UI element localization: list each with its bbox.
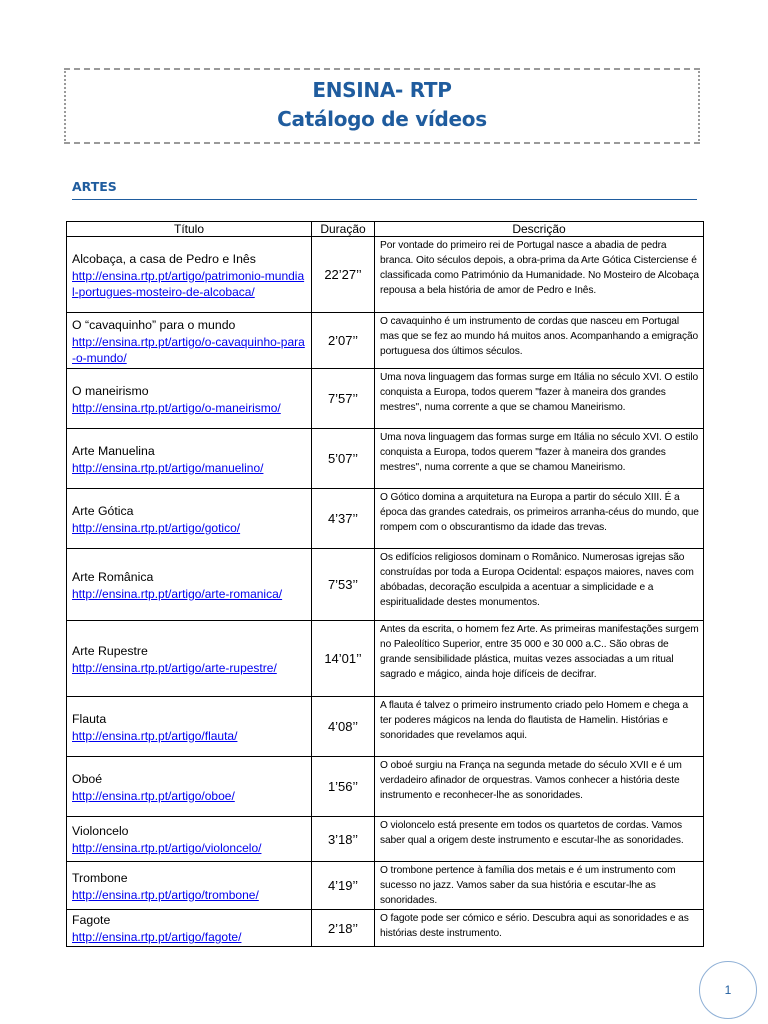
video-link[interactable]: http://ensina.rtp.pt/artigo/gotico/ <box>72 520 241 535</box>
video-link[interactable]: http://ensina.rtp.pt/artigo/arte-romanica/ <box>72 586 283 601</box>
table-row <box>67 549 704 621</box>
video-link[interactable]: http://ensina.rtp.pt/artigo/arte-rupestre/ <box>72 660 277 675</box>
video-link[interactable]: http://ensina.rtp.pt/artigo/trombone/ <box>72 887 259 902</box>
video-title: Flauta <box>72 711 107 726</box>
video-title: Arte Rupestre <box>72 643 148 658</box>
video-duration: 7’57’’ <box>312 369 375 429</box>
video-duration: 3’18’’ <box>312 817 375 862</box>
table-row <box>67 369 704 429</box>
video-description: O oboé surgiu na França na segunda metade do século XVII e é um verdadeiro afinador de orquestras. Vamos conhecer a história deste instrumento e reconhecer-lhe as sonoridades. <box>375 757 704 817</box>
video-link[interactable]: http://ensina.rtp.pt/artigo/flauta/ <box>72 728 238 743</box>
video-link[interactable]: http://ensina.rtp.pt/artigo/o-cavaquinho-para-o-mundo/ <box>72 334 305 365</box>
header-title: Título <box>67 222 312 237</box>
video-catalog-table <box>66 221 704 947</box>
document-subtitle: Catálogo de vídeos <box>277 107 487 131</box>
video-duration: 5’07’’ <box>312 429 375 489</box>
table-row <box>67 697 704 757</box>
table-header-row <box>67 222 704 237</box>
video-title-cell <box>67 237 312 313</box>
video-description: Por vontade do primeiro rei de Portugal nasce a abadia de pedra branca. Oito séculos depois, a obra-prima da Arte Gótica Cisterciense é classificada como Património da Humanidade. No Mosteiro de Alcobaça repousa a bela história de amor de Pedro e Inês. <box>375 237 704 313</box>
table-row <box>67 621 704 697</box>
video-title-cell <box>67 549 312 621</box>
video-title-cell <box>67 429 312 489</box>
page-number: 1 <box>699 961 757 1019</box>
video-title: O “cavaquinho” para o mundo <box>72 317 236 332</box>
header-duration: Duração <box>312 222 375 237</box>
video-description: Uma nova linguagem das formas surge em Itália no século XVI. O estilo conquista a Europa, todos querem "fazer à maneira dos grandes mestres", numa corrente a que se chamou Maneirismo. <box>375 369 704 429</box>
video-title-cell <box>67 757 312 817</box>
video-description: O fagote pode ser cómico e sério. Descubra aqui as sonoridades e as histórias deste instrumento. <box>375 910 704 947</box>
video-description: Uma nova linguagem das formas surge em Itália no século XVI. O estilo conquista a Europa, todos querem "fazer à maneira dos grandes mestres", numa corrente a que se chamou Maneirismo. <box>375 429 704 489</box>
video-description: O trombone pertence à família dos metais e é um instrumento com sucesso no jazz. Vamos saber da sua história e escutar-lhe as sonoridades. <box>375 862 704 910</box>
video-link[interactable]: http://ensina.rtp.pt/artigo/fagote/ <box>72 930 242 944</box>
document-title: ENSINA- RTP <box>312 78 452 102</box>
video-title: Arte Manuelina <box>72 443 155 458</box>
header-description: Descrição <box>375 222 704 237</box>
video-duration: 4’19’’ <box>312 862 375 910</box>
video-title: Fagote <box>72 913 111 927</box>
video-link[interactable]: http://ensina.rtp.pt/artigo/manuelino/ <box>72 460 264 475</box>
video-duration: 22’27’’ <box>312 237 375 313</box>
video-description: A flauta é talvez o primeiro instrumento criado pelo Homem e chega a ter poderes mágicos na lenda do flautista de Hamelin. Histórias e sonoridades que revelamos aqui. <box>375 697 704 757</box>
video-description: O cavaquinho é um instrumento de cordas que nasceu em Portugal mas que se fez ao mundo há muitos anos. Acompanhando a emigração portuguesa dos últimos séculos. <box>375 313 704 369</box>
video-title-cell <box>67 313 312 369</box>
table-row <box>67 429 704 489</box>
video-title-cell <box>67 817 312 862</box>
video-link[interactable]: http://ensina.rtp.pt/artigo/patrimonio-mundial-portugues-mosteiro-de-alcobaca/ <box>72 268 305 299</box>
video-duration: 4’08’’ <box>312 697 375 757</box>
video-duration: 4’37’’ <box>312 489 375 549</box>
section-heading <box>72 178 697 200</box>
table-row <box>67 817 704 862</box>
video-title: Alcobaça, a casa de Pedro e Inês <box>72 251 256 266</box>
video-title: O maneirismo <box>72 383 149 398</box>
video-description: Antes da escrita, o homem fez Arte. As primeiras manifestações surgem no Paleolítico Superior, entre 35 000 e 30 000 a.C.. São obras de grande sensibilidade plástica, muitas vezes associadas a um ritual sagrado e mágico, ainda hoje difíceis de decifrar. <box>375 621 704 697</box>
video-title: Arte Românica <box>72 569 154 584</box>
video-title-cell <box>67 369 312 429</box>
video-duration: 14’01’’ <box>312 621 375 697</box>
video-title-cell <box>67 621 312 697</box>
video-title-cell <box>67 697 312 757</box>
video-link[interactable]: http://ensina.rtp.pt/artigo/violoncelo/ <box>72 841 262 855</box>
video-title: Trombone <box>72 870 128 885</box>
video-duration: 1’56’’ <box>312 757 375 817</box>
video-link[interactable]: http://ensina.rtp.pt/artigo/o-maneirismo/ <box>72 400 281 415</box>
video-duration: 2’18’’ <box>312 910 375 947</box>
table-row <box>67 237 704 313</box>
video-description: Os edifícios religiosos dominam o Românico. Numerosas igrejas são construídas por toda a Europa Ocidental: espaços maiores, naves com abóbadas, decoração esculpida a acentuar a simplicidade e a espiritualidade destes monumentos. <box>375 549 704 621</box>
video-title-cell <box>67 910 312 947</box>
table-row <box>67 910 704 947</box>
video-title: Oboé <box>72 771 103 786</box>
section-title: ARTES <box>72 179 117 194</box>
table-row <box>67 862 704 910</box>
table-row <box>67 757 704 817</box>
table-row <box>67 489 704 549</box>
video-title-cell <box>67 489 312 549</box>
video-description: O violoncelo está presente em todos os quartetos de cordas. Vamos saber qual a origem deste instrumento e escutar-lhe as sonoridades. <box>375 817 704 862</box>
video-duration: 2’07’’ <box>312 313 375 369</box>
video-title-cell <box>67 862 312 910</box>
video-description: O Gótico domina a arquitetura na Europa a partir do século XIII. É a época das grandes catedrais, os primeiros arranha-céus do mundo, que rompem com o obscurantismo da idade das trevas. <box>375 489 704 549</box>
video-duration: 7’53’’ <box>312 549 375 621</box>
table-row <box>67 313 704 369</box>
video-title: Violoncelo <box>72 824 129 838</box>
video-link[interactable]: http://ensina.rtp.pt/artigo/oboe/ <box>72 788 235 803</box>
video-title: Arte Gótica <box>72 503 134 518</box>
header-box <box>64 68 700 144</box>
